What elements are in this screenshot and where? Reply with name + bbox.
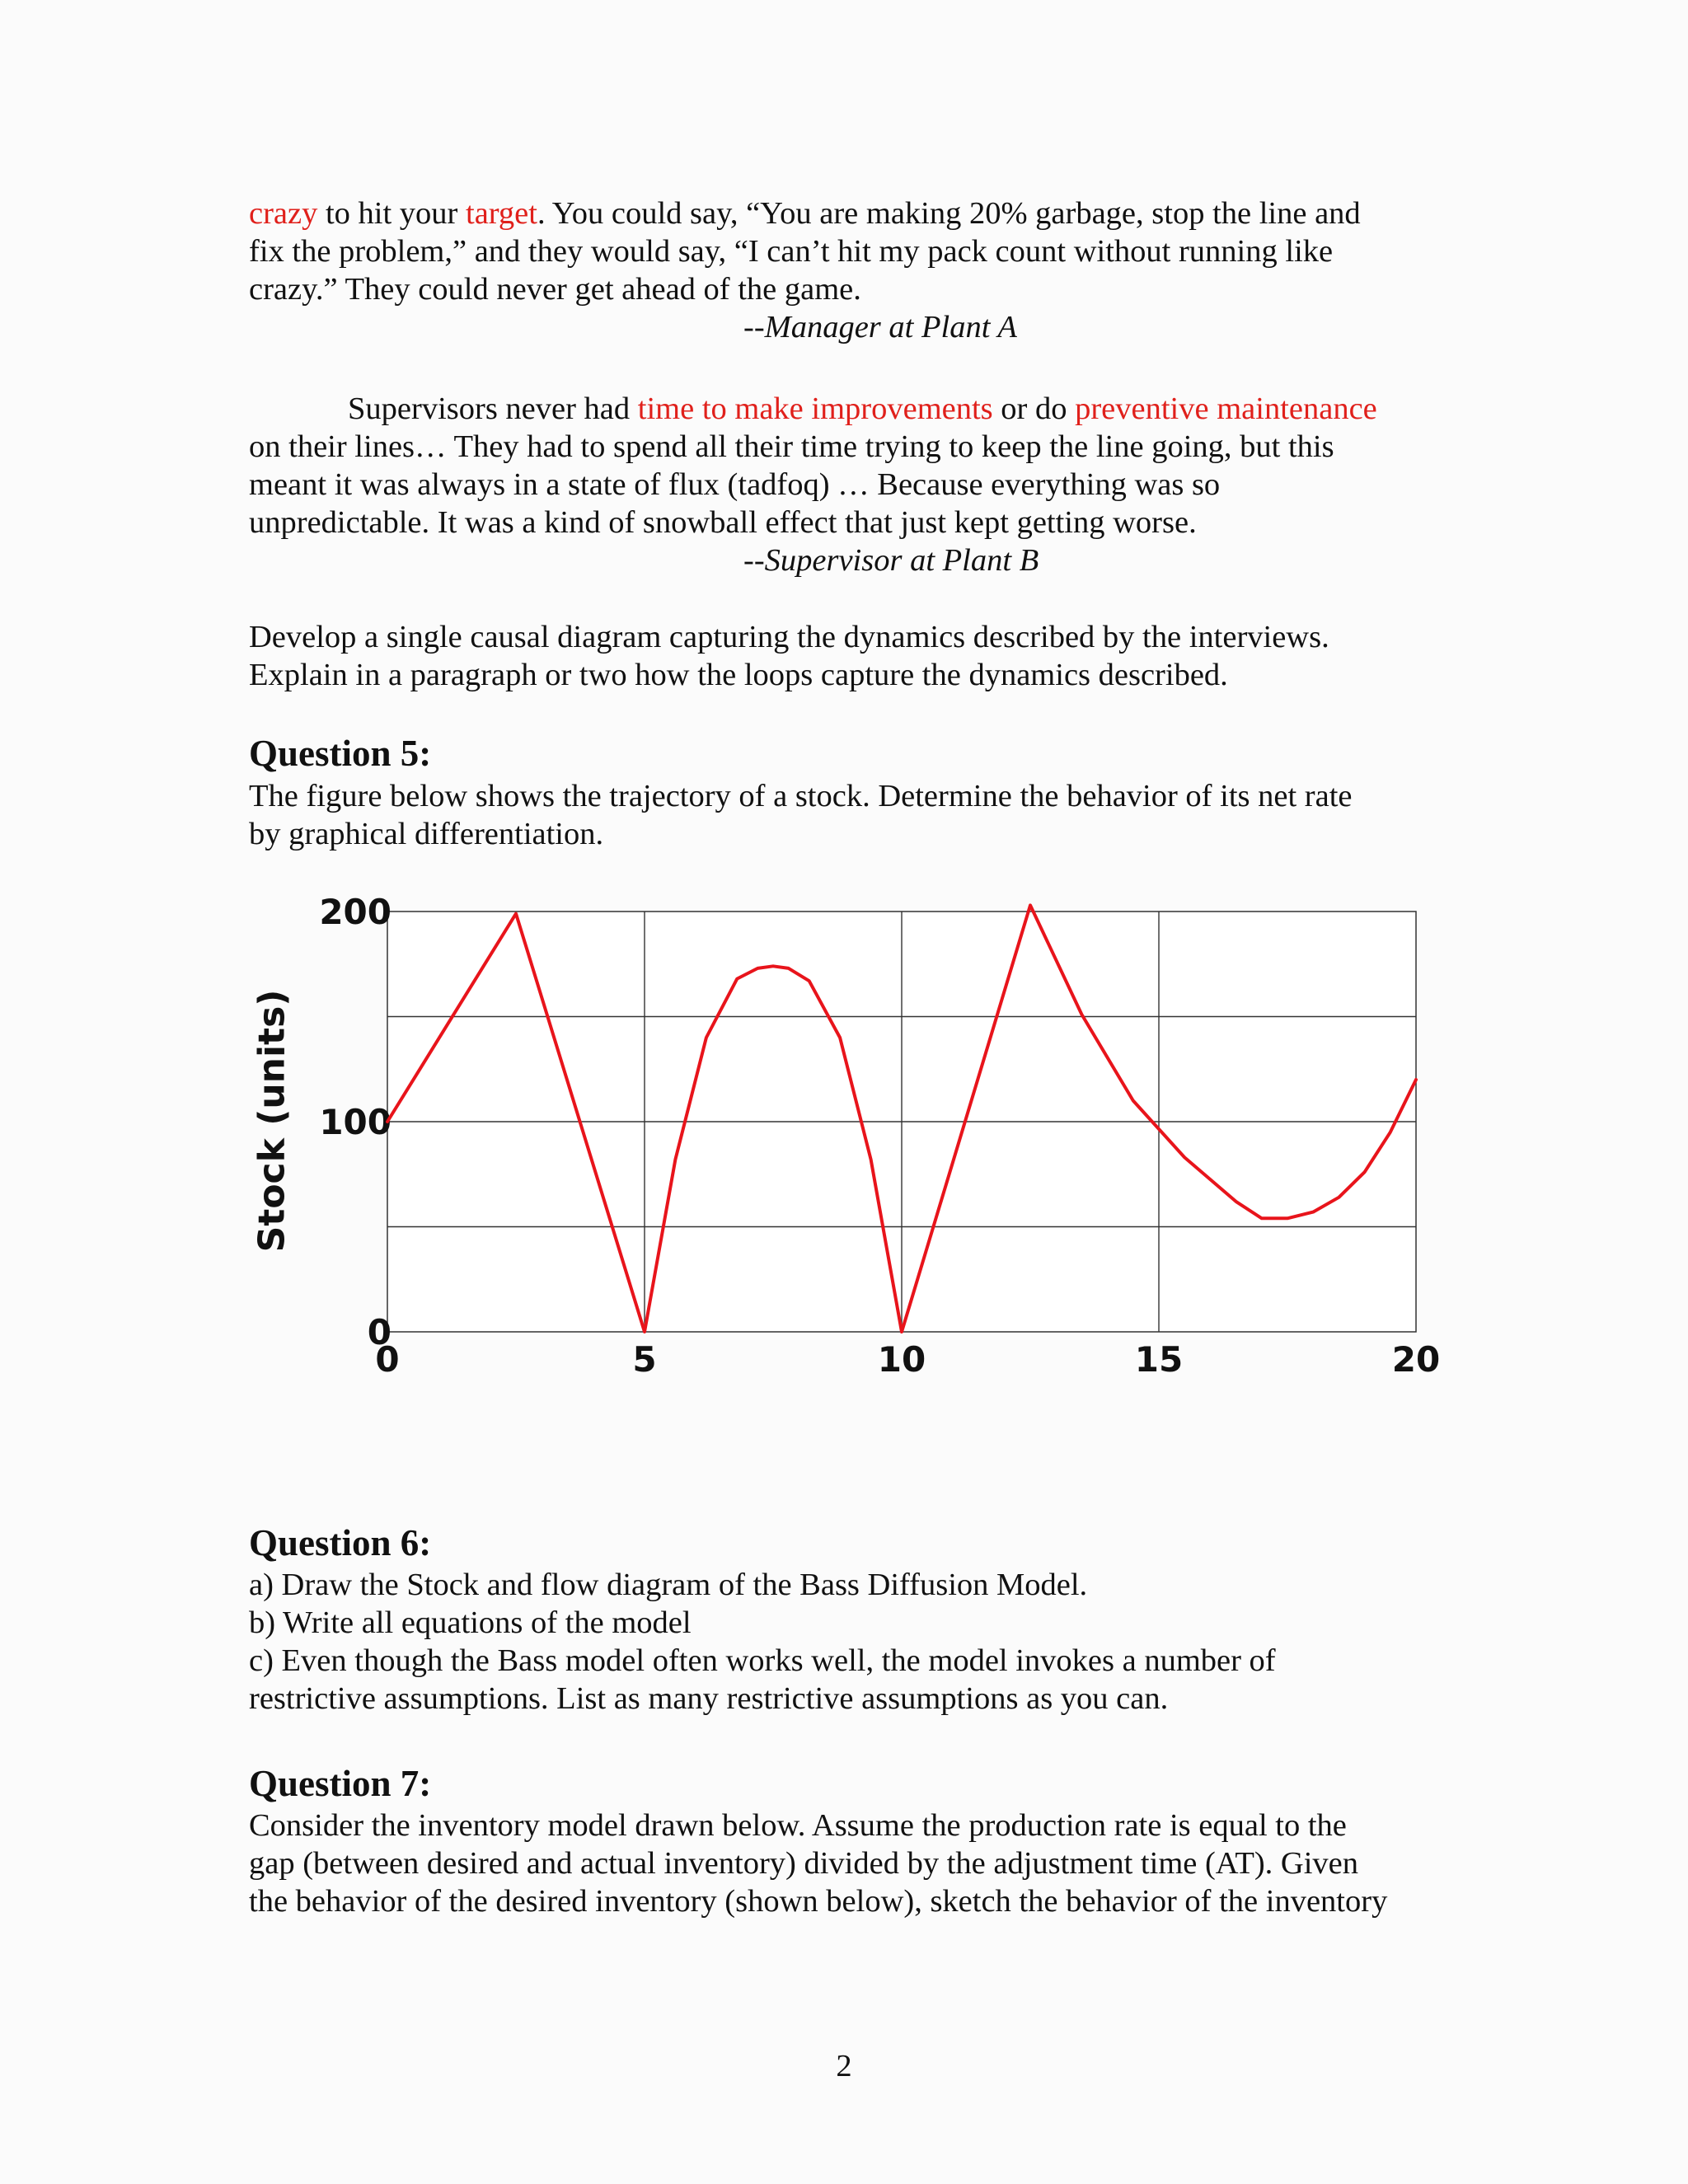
- question-7-heading: Question 7:: [249, 1763, 432, 1804]
- x-tick-label-10: 10: [877, 1339, 926, 1380]
- quote-b-line-4: unpredictable. It was a kind of snowball effect that just kept getting worse.: [249, 505, 1197, 540]
- q7-line-2: gap (between desired and actual inventory) divided by the adjustment time (AT). Given: [249, 1846, 1359, 1881]
- attribution-plant-a: --Manager at Plant A: [743, 310, 1017, 344]
- quote-plant-b: [249, 390, 1452, 579]
- highlight-preventive-maintenance: preventive maintenance: [1075, 391, 1377, 426]
- y-axis-label: Stock (units): [251, 989, 293, 1253]
- task-line-1: Develop a single causal diagram capturing the dynamics described by the interviews.: [249, 620, 1329, 654]
- x-tick-label-20: 20: [1391, 1339, 1441, 1380]
- question-5-heading: Question 5:: [249, 733, 432, 774]
- highlight-crazy: crazy: [249, 196, 318, 231]
- text-run: or do: [992, 391, 1076, 426]
- highlight-target: target: [466, 196, 537, 231]
- q6-line-a: a) Draw the Stock and flow diagram of the Bass Diffusion Model.: [249, 1568, 1088, 1602]
- text-run: . You could say, “You are making 20% garbage, stop the line and: [537, 196, 1361, 231]
- question-7-text: [249, 1807, 1452, 1920]
- quote-a-line-2: fix the problem,” and they would say, “I can’t hit my pack count without running like: [249, 234, 1334, 269]
- q7-line-1: Consider the inventory model drawn below. Assume the production rate is equal to the: [249, 1808, 1347, 1843]
- y-tick-label-0: 0: [367, 1312, 392, 1352]
- q5-line-2: by graphical differentiation.: [249, 817, 604, 851]
- stock-trajectory-chart: [239, 882, 1459, 1393]
- quote-plant-a: [249, 194, 1452, 346]
- task-line-2: Explain in a paragraph or two how the loops capture the dynamics described.: [249, 658, 1228, 692]
- q6-line-c: c) Even though the Bass model often works well, the model invokes a number of: [249, 1643, 1276, 1678]
- x-tick-label-15: 15: [1134, 1339, 1184, 1380]
- q6-line-c-cont: restrictive assumptions. List as many restrictive assumptions as you can.: [249, 1681, 1169, 1716]
- quote-b-line-1: [249, 390, 1452, 428]
- highlight-time-to-make-improvements: time to make improvements: [637, 391, 993, 426]
- q6-line-b: b) Write all equations of the model: [249, 1605, 692, 1640]
- q5-line-1: The figure below shows the trajectory of a stock. Determine the behavior of its net rate: [249, 779, 1353, 813]
- page-number: 2: [836, 2049, 852, 2083]
- question-6-text: [249, 1566, 1452, 1718]
- text-run: to hit your: [317, 196, 467, 231]
- x-tick-label-0: 0: [375, 1339, 400, 1380]
- quote-b-line-3: meant it was always in a state of flux (tadfoq) … Because everything was so: [249, 467, 1221, 502]
- attribution-plant-b: --Supervisor at Plant B: [743, 543, 1039, 578]
- q7-line-3: the behavior of the desired inventory (shown below), sketch the behavior of the inventory: [249, 1884, 1388, 1919]
- y-tick-label-100: 100: [319, 1102, 392, 1142]
- x-tick-label-5: 5: [632, 1339, 657, 1380]
- question-5-text: [249, 777, 1452, 853]
- y-tick-label-200: 200: [319, 892, 392, 932]
- quote-b-line-2: on their lines… They had to spend all their time trying to keep the line going, but this: [249, 429, 1334, 464]
- task-paragraph: [249, 618, 1452, 694]
- quote-a-line-3: crazy.” They could never get ahead of the game.: [249, 272, 861, 307]
- quote-a-line-1: [249, 194, 1452, 232]
- question-6-heading: Question 6:: [249, 1522, 432, 1563]
- text-run: Supervisors never had: [348, 391, 638, 426]
